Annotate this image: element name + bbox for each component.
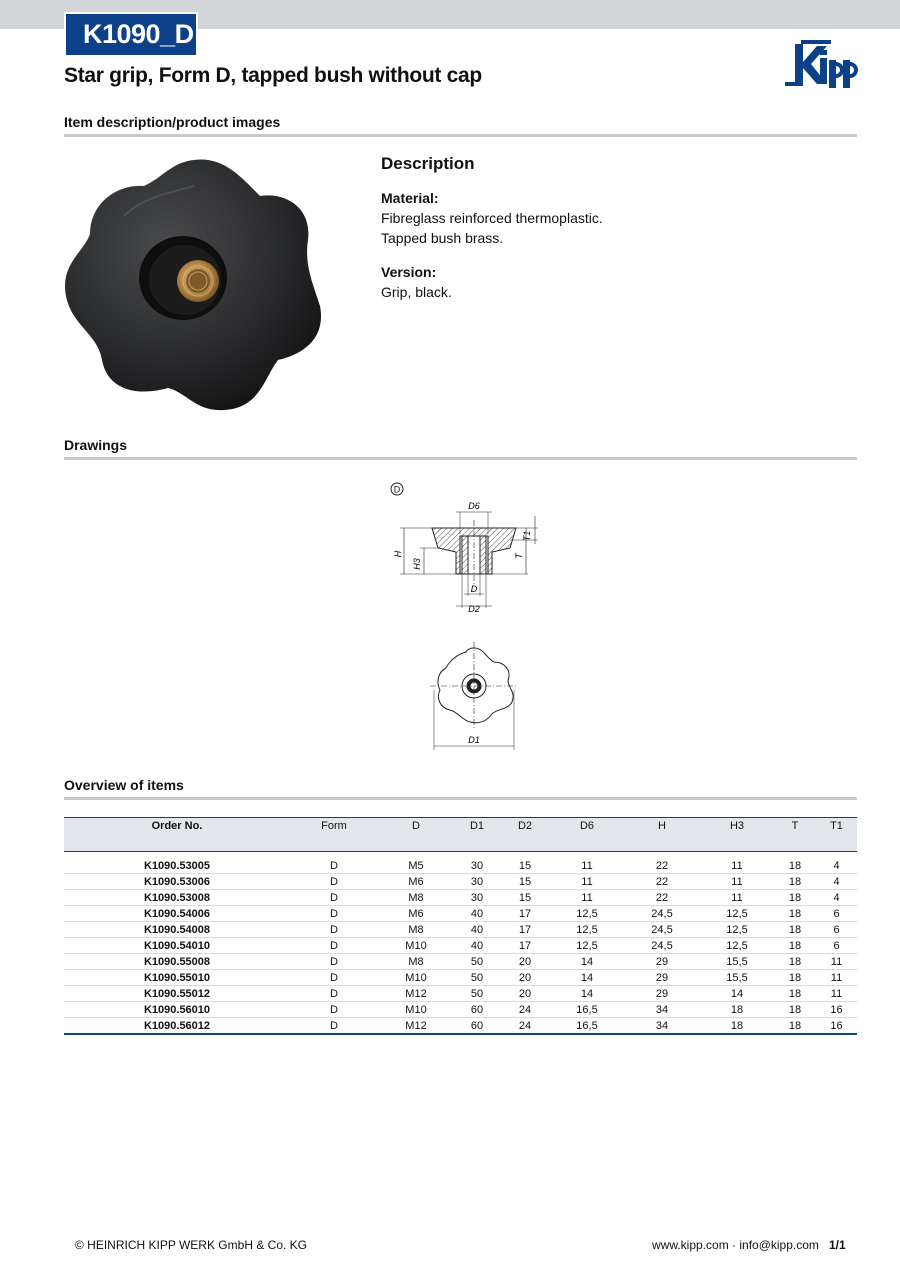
table-cell: 11 xyxy=(816,986,857,1002)
table-cell: D xyxy=(290,970,378,986)
footer-contact: www.kipp.com · info@kipp.com xyxy=(652,1238,819,1252)
table-cell: 4 xyxy=(816,858,857,874)
col-header: D1 xyxy=(454,818,500,852)
section-heading-overview: Overview of items xyxy=(64,777,184,793)
table-cell: M8 xyxy=(378,890,454,906)
col-header: H xyxy=(624,818,700,852)
table-cell: 24,5 xyxy=(624,922,700,938)
table-cell: D xyxy=(290,1018,378,1035)
table-cell: 11 xyxy=(816,970,857,986)
table-cell: D xyxy=(290,874,378,890)
table-row xyxy=(64,1018,857,1035)
table-row xyxy=(64,986,857,1002)
table-cell: 22 xyxy=(624,874,700,890)
table-cell: 16,5 xyxy=(550,1018,624,1035)
table-row xyxy=(64,906,857,922)
table-row xyxy=(64,874,857,890)
table-cell: 24 xyxy=(500,1002,550,1018)
table-cell: M10 xyxy=(378,938,454,954)
material-label: Material: xyxy=(381,190,439,206)
table-cell: D xyxy=(290,922,378,938)
table-cell: 6 xyxy=(816,922,857,938)
table-row xyxy=(64,970,857,986)
table-row xyxy=(64,1002,857,1018)
table-cell: 11 xyxy=(816,954,857,970)
dim-D1: D1 xyxy=(468,735,480,745)
table-cell: 18 xyxy=(774,874,816,890)
items-table xyxy=(64,817,857,1035)
table-cell: 11 xyxy=(700,890,774,906)
table-cell: 18 xyxy=(774,1018,816,1035)
col-header: Form xyxy=(290,818,378,852)
table-cell: 50 xyxy=(454,970,500,986)
table-cell: K1090.55008 xyxy=(64,954,290,970)
dim-T1: T1 xyxy=(522,530,532,542)
col-header: H3 xyxy=(700,818,774,852)
version-text: Grip, black. xyxy=(381,284,452,300)
table-cell: 60 xyxy=(454,1018,500,1035)
table-cell: 12,5 xyxy=(700,938,774,954)
col-header: D6 xyxy=(550,818,624,852)
table-cell: M6 xyxy=(378,906,454,922)
table-cell: 60 xyxy=(454,1002,500,1018)
table-cell: 18 xyxy=(774,890,816,906)
dim-T: T xyxy=(514,553,524,559)
table-cell: 18 xyxy=(774,986,816,1002)
table-cell: 16,5 xyxy=(550,1002,624,1018)
table-cell: 11 xyxy=(700,858,774,874)
table-cell: K1090.53006 xyxy=(64,874,290,890)
table-row xyxy=(64,922,857,938)
table-cell: 14 xyxy=(550,970,624,986)
table-cell: 18 xyxy=(774,906,816,922)
table-cell: 34 xyxy=(624,1018,700,1035)
table-cell: 15,5 xyxy=(700,970,774,986)
table-cell: 17 xyxy=(500,938,550,954)
dim-D2: D2 xyxy=(468,604,480,614)
product-code-badge: K1090_D xyxy=(64,12,198,57)
table-cell: M6 xyxy=(378,874,454,890)
kipp-logo xyxy=(783,38,859,92)
table-cell: 11 xyxy=(550,874,624,890)
table-cell: 11 xyxy=(700,874,774,890)
section-rule xyxy=(64,797,857,800)
table-cell: 40 xyxy=(454,906,500,922)
version-label: Version: xyxy=(381,264,437,280)
dim-H3: H3 xyxy=(412,558,422,570)
table-cell: 16 xyxy=(816,1002,857,1018)
table-cell: M12 xyxy=(378,1018,454,1035)
table-cell: 24,5 xyxy=(624,906,700,922)
table-cell: 4 xyxy=(816,890,857,906)
table-cell: K1090.53008 xyxy=(64,890,290,906)
footer-page-number: 1/1 xyxy=(829,1238,846,1252)
table-cell: K1090.55010 xyxy=(64,970,290,986)
dim-D: D xyxy=(470,584,478,594)
table-cell: 14 xyxy=(550,986,624,1002)
table-cell: K1090.54006 xyxy=(64,906,290,922)
col-header: Order No. xyxy=(64,818,290,852)
table-cell: 15 xyxy=(500,890,550,906)
table-cell: 40 xyxy=(454,938,500,954)
table-cell: 29 xyxy=(624,954,700,970)
table-cell: 30 xyxy=(454,874,500,890)
table-cell: 40 xyxy=(454,922,500,938)
table-cell: 4 xyxy=(816,874,857,890)
table-cell: M10 xyxy=(378,1002,454,1018)
table-row xyxy=(64,858,857,874)
table-cell: 20 xyxy=(500,986,550,1002)
product-photo-star-grip xyxy=(64,156,326,412)
table-cell: 12,5 xyxy=(550,938,624,954)
table-cell: 17 xyxy=(500,922,550,938)
table-cell: 14 xyxy=(550,954,624,970)
table-cell: 11 xyxy=(550,890,624,906)
page-title: Star grip, Form D, tapped bush without cap xyxy=(64,64,482,87)
table-cell: K1090.53005 xyxy=(64,858,290,874)
col-header: T1 xyxy=(816,818,857,852)
table-cell: M12 xyxy=(378,986,454,1002)
table-cell: 18 xyxy=(774,938,816,954)
table-cell: 12,5 xyxy=(700,906,774,922)
table-cell: 18 xyxy=(700,1002,774,1018)
table-cell: 29 xyxy=(624,986,700,1002)
section-rule xyxy=(64,134,857,137)
table-cell: 20 xyxy=(500,970,550,986)
table-cell: D xyxy=(290,1002,378,1018)
col-header: D xyxy=(378,818,454,852)
footer-copyright: © HEINRICH KIPP WERK GmbH & Co. KG xyxy=(75,1238,307,1252)
table-cell: 15 xyxy=(500,858,550,874)
table-cell: 50 xyxy=(454,954,500,970)
table-cell: 16 xyxy=(816,1018,857,1035)
table-cell: K1090.54010 xyxy=(64,938,290,954)
section-rule xyxy=(64,457,857,460)
table-cell: 11 xyxy=(550,858,624,874)
table-cell: M8 xyxy=(378,922,454,938)
table-cell: 24 xyxy=(500,1018,550,1035)
table-cell: 6 xyxy=(816,906,857,922)
table-cell: K1090.55012 xyxy=(64,986,290,1002)
table-cell: 18 xyxy=(774,922,816,938)
table-cell: 22 xyxy=(624,858,700,874)
table-row xyxy=(64,938,857,954)
table-cell: 34 xyxy=(624,1002,700,1018)
table-cell: 18 xyxy=(774,954,816,970)
table-cell: 14 xyxy=(700,986,774,1002)
table-cell: 12,5 xyxy=(550,922,624,938)
section-heading-drawings: Drawings xyxy=(64,437,128,453)
table-cell: 30 xyxy=(454,890,500,906)
table-cell: D xyxy=(290,890,378,906)
table-cell: D xyxy=(290,906,378,922)
table-row xyxy=(64,890,857,906)
description-heading: Description xyxy=(381,154,475,173)
table-cell: 18 xyxy=(774,1002,816,1018)
table-cell: 20 xyxy=(500,954,550,970)
table-cell: M10 xyxy=(378,970,454,986)
table-cell: M5 xyxy=(378,858,454,874)
table-cell: 22 xyxy=(624,890,700,906)
table-cell: D xyxy=(290,954,378,970)
table-cell: 15,5 xyxy=(700,954,774,970)
table-cell: 18 xyxy=(700,1018,774,1035)
table-cell: K1090.56012 xyxy=(64,1018,290,1035)
form-mark: D xyxy=(393,484,401,495)
table-cell: D xyxy=(290,986,378,1002)
table-cell: 29 xyxy=(624,970,700,986)
material-line-2: Tapped bush brass. xyxy=(381,230,504,246)
table-cell: M8 xyxy=(378,954,454,970)
section-heading-item-description: Item description/product images xyxy=(64,114,281,130)
table-cell: 6 xyxy=(816,938,857,954)
table-cell: 15 xyxy=(500,874,550,890)
table-cell: 30 xyxy=(454,858,500,874)
col-header: T xyxy=(774,818,816,852)
dim-D6: D6 xyxy=(468,501,480,511)
table-header-row xyxy=(64,818,857,852)
material-line-1: Fibreglass reinforced thermoplastic. xyxy=(381,210,603,226)
table-cell: K1090.54008 xyxy=(64,922,290,938)
table-cell: 18 xyxy=(774,858,816,874)
table-row xyxy=(64,954,857,970)
table-cell: 18 xyxy=(774,970,816,986)
table-cell: 12,5 xyxy=(550,906,624,922)
table-cell: D xyxy=(290,858,378,874)
table-cell: 17 xyxy=(500,906,550,922)
table-cell: 12,5 xyxy=(700,922,774,938)
table-cell: 50 xyxy=(454,986,500,1002)
table-cell: K1090.56010 xyxy=(64,1002,290,1018)
col-header: D2 xyxy=(500,818,550,852)
dim-H: H xyxy=(393,550,403,558)
table-cell: 24,5 xyxy=(624,938,700,954)
description-block xyxy=(381,154,603,302)
technical-drawing xyxy=(380,476,540,756)
table-cell: D xyxy=(290,938,378,954)
